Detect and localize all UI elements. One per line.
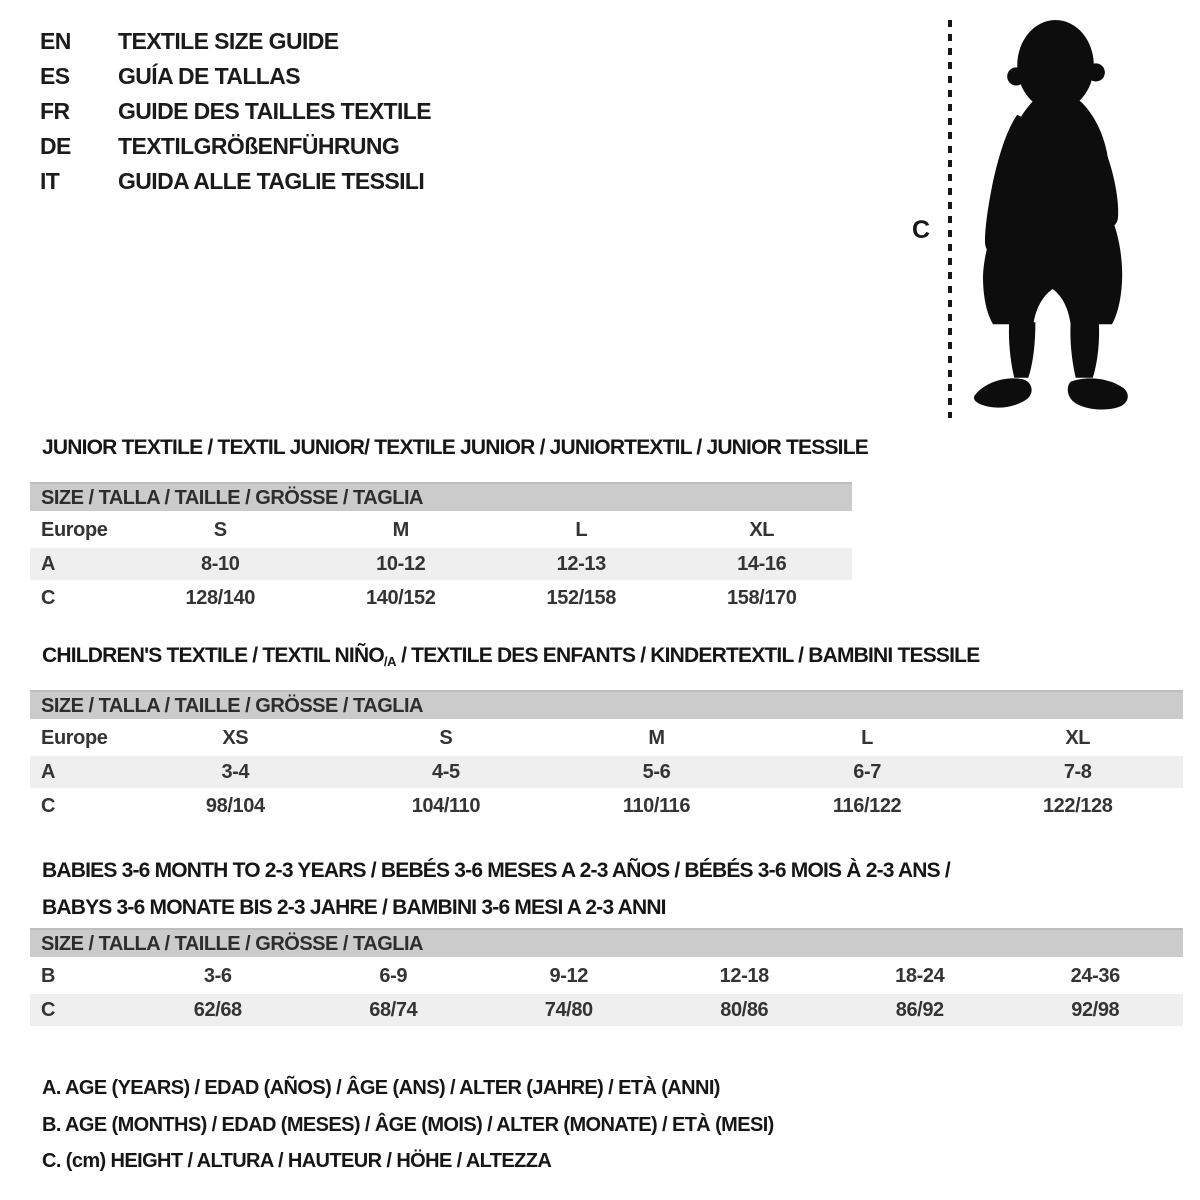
table-cell: 24-36 [1070,965,1120,987]
table-cell: 7-8 [1063,761,1092,783]
junior-table-body [30,514,852,614]
babies-size-table [30,928,1183,1026]
row-label: A [41,553,56,575]
babies-title-line1: BABIES 3-6 MONTH TO 2-3 YEARS / BEBÉS 3-6 MESES A 2-3 AÑOS / BÉBÉS 3-6 MOIS À 2-3 ANS / [42,859,950,882]
row-label: C [41,795,56,817]
language-title-list [40,24,431,199]
row-label: B [41,965,56,987]
table-cell: 6-9 [379,965,408,987]
height-measure-label: C [912,216,931,244]
table-cell: 18-24 [895,965,945,987]
height-measure-dashed-line [948,20,952,418]
language-title: TEXTILE SIZE GUIDE [118,28,339,54]
table-cell: M [392,519,409,541]
table-cell: 152/158 [546,587,616,609]
table-cell: 3-6 [203,965,232,987]
note-age-years: A. AGE (YEARS) / EDAD (AÑOS) / ÂGE (ANS) / ALTER (JAHRE) / ETÀ (ANNI) [42,1077,720,1099]
language-code: IT [40,168,60,194]
table-row-age-years [30,548,852,580]
row-label: A [41,761,56,783]
table-cell: 158/170 [727,587,797,609]
language-title: TEXTILGRÖßENFÜHRUNG [118,133,400,159]
children-table-body [30,722,1183,822]
table-cell: 68/74 [369,999,418,1021]
language-code: DE [40,133,71,159]
babies-title-line2: BABYS 3-6 MONATE BIS 2-3 JAHRE / BAMBINI 3-6 MESI A 2-3 ANNI [42,896,666,919]
note-age-months: B. AGE (MONTHS) / EDAD (MESES) / ÂGE (MOIS) / ALTER (MONATE) / ETÀ (MESI) [42,1113,774,1136]
table-cell: 12-13 [556,553,606,575]
children-size-header-bar: SIZE / TALLA / TAILLE / GRÖSSE / TAGLIA [30,690,1183,719]
table-cell: 80/86 [720,999,769,1021]
junior-size-header-bar: SIZE / TALLA / TAILLE / GRÖSSE / TAGLIA [30,482,852,511]
language-row-it [40,164,431,199]
babies-size-header-bar: SIZE / TALLA / TAILLE / GRÖSSE / TAGLIA [30,928,1183,957]
table-cell: 3-4 [221,761,250,783]
language-row-de [40,129,431,164]
children-section-title [42,644,979,669]
table-cell: XS [222,727,249,749]
table-cell: 10-12 [376,553,426,575]
table-cell: XL [749,519,775,541]
table-cell: 14-16 [737,553,787,575]
language-code: ES [40,63,70,89]
table-cell: 62/68 [193,999,242,1021]
language-title: GUÍA DE TALLAS [118,63,300,89]
table-cell: 110/116 [622,795,691,817]
children-size-table [30,690,1183,822]
table-cell: 92/98 [1071,999,1120,1021]
children-title-subscript: /A [383,654,397,669]
table-cell: 8-10 [201,553,240,575]
table-cell: XL [1065,727,1091,749]
row-label: C [41,587,56,609]
table-cell: 122/128 [1042,795,1113,817]
table-row-europe [30,722,1183,754]
junior-section-title: JUNIOR TEXTILE / TEXTIL JUNIOR/ TEXTILE JUNIOR / JUNIORTEXTIL / JUNIOR TESSILE [42,436,868,459]
legend-notes [42,1070,774,1180]
children-title-suffix: / TEXTILE DES ENFANTS / KINDERTEXTIL / BAMBINI TESSILE [396,644,980,667]
table-cell: 6-7 [853,761,881,783]
row-label: Europe [41,519,108,541]
table-cell: 98/104 [205,795,265,817]
table-cell: 74/80 [544,999,593,1021]
table-cell: 104/110 [411,795,481,817]
language-title: GUIDE DES TAILLES TEXTILE [118,98,431,124]
language-code: FR [40,98,70,124]
table-cell: M [648,727,665,749]
table-row-height-cm [30,994,1183,1026]
language-row-en [40,24,431,59]
table-cell: 86/92 [895,999,944,1021]
table-row-europe [30,514,852,546]
language-row-fr [40,94,431,129]
table-cell: S [439,727,453,749]
language-row-es [40,59,431,94]
language-code: EN [40,28,71,54]
table-cell: 5-6 [642,761,671,783]
table-cell: 9-12 [549,965,588,987]
table-cell: 140/152 [366,587,436,609]
table-row-age-months [30,960,1183,992]
table-cell: 116/122 [832,795,902,817]
junior-size-table [30,482,852,614]
table-cell: L [861,727,873,749]
note-height-cm: C. (cm) HEIGHT / ALTURA / HAUTEUR / HÖHE / ALTEZZA [42,1150,552,1172]
babies-section-title [42,852,950,926]
babies-table-body [30,960,1183,1026]
table-cell: S [213,519,227,541]
table-cell: 128/140 [185,587,255,609]
children-title-prefix: CHILDREN'S TEXTILE / TEXTIL NIÑO [42,644,384,667]
row-label: C [41,999,56,1021]
toddler-silhouette [968,18,1136,418]
table-cell: L [575,519,588,541]
table-cell: 4-5 [432,761,460,783]
row-label: Europe [41,727,108,749]
table-row-height-cm [30,582,852,614]
table-row-height-cm [30,790,1183,822]
language-title: GUIDA ALLE TAGLIE TESSILI [118,168,425,194]
table-row-age-years [30,756,1183,788]
table-cell: 12-18 [719,965,769,987]
